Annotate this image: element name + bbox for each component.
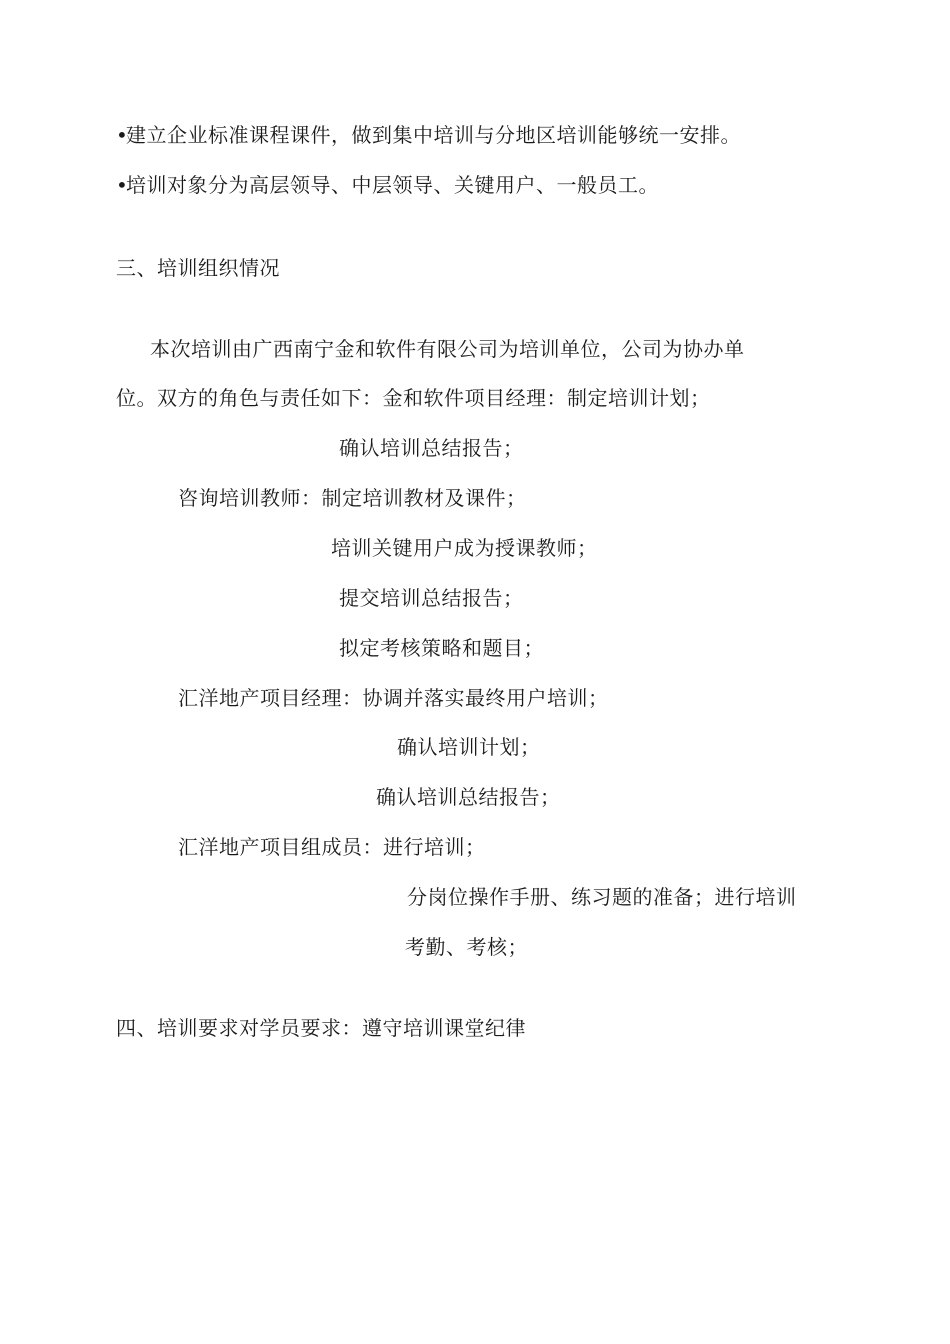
consultant-duty-4: 拟定考核策略和题目； <box>339 636 544 660</box>
hy-pm-duty-3: 确认培训总结报告； <box>376 785 561 809</box>
section3-heading: 三、培训组织情况 <box>116 256 280 280</box>
hy-member-duty-2: 分岗位操作手册、练习题的准备；进行培训 <box>407 885 797 909</box>
hy-member-duty-3: 考勤、考核； <box>405 935 528 959</box>
section3-paragraph-line2: 位。双方的角色与责任如下：金和软件项目经理：制定培训计划； <box>116 386 711 410</box>
bullet-text-1: 建立企业标准课程课件，做到集中培训与分地区培训能够统一安排。 <box>126 123 741 147</box>
bullet-line-2 <box>116 171 659 199</box>
bullet-dot: • <box>116 123 129 147</box>
consultant-duty-2: 培训关键用户成为授课教师； <box>331 536 598 560</box>
bullet-text-2: 培训对象分为高层领导、中层领导、关键用户、一般员工。 <box>126 173 659 197</box>
bullet-dot: • <box>116 173 129 197</box>
bullet-line-1 <box>116 121 741 149</box>
section3-paragraph-line1: 本次培训由广西南宁金和软件有限公司为培训单位，公司为协办单 <box>150 337 745 361</box>
consultant-label: 咨询培训教师：制定培训教材及课件； <box>178 486 527 510</box>
consultant-duty-3: 提交培训总结报告； <box>339 586 524 610</box>
pm-duty-2: 确认培训总结报告； <box>339 436 524 460</box>
section4-heading: 四、培训要求对学员要求：遵守培训课堂纪律 <box>116 1016 526 1040</box>
hy-pm-duty-2: 确认培训计划； <box>397 735 541 759</box>
hy-pm-label: 汇洋地产项目经理：协调并落实最终用户培训； <box>178 686 609 710</box>
hy-member-label: 汇洋地产项目组成员：进行培训； <box>178 835 486 859</box>
